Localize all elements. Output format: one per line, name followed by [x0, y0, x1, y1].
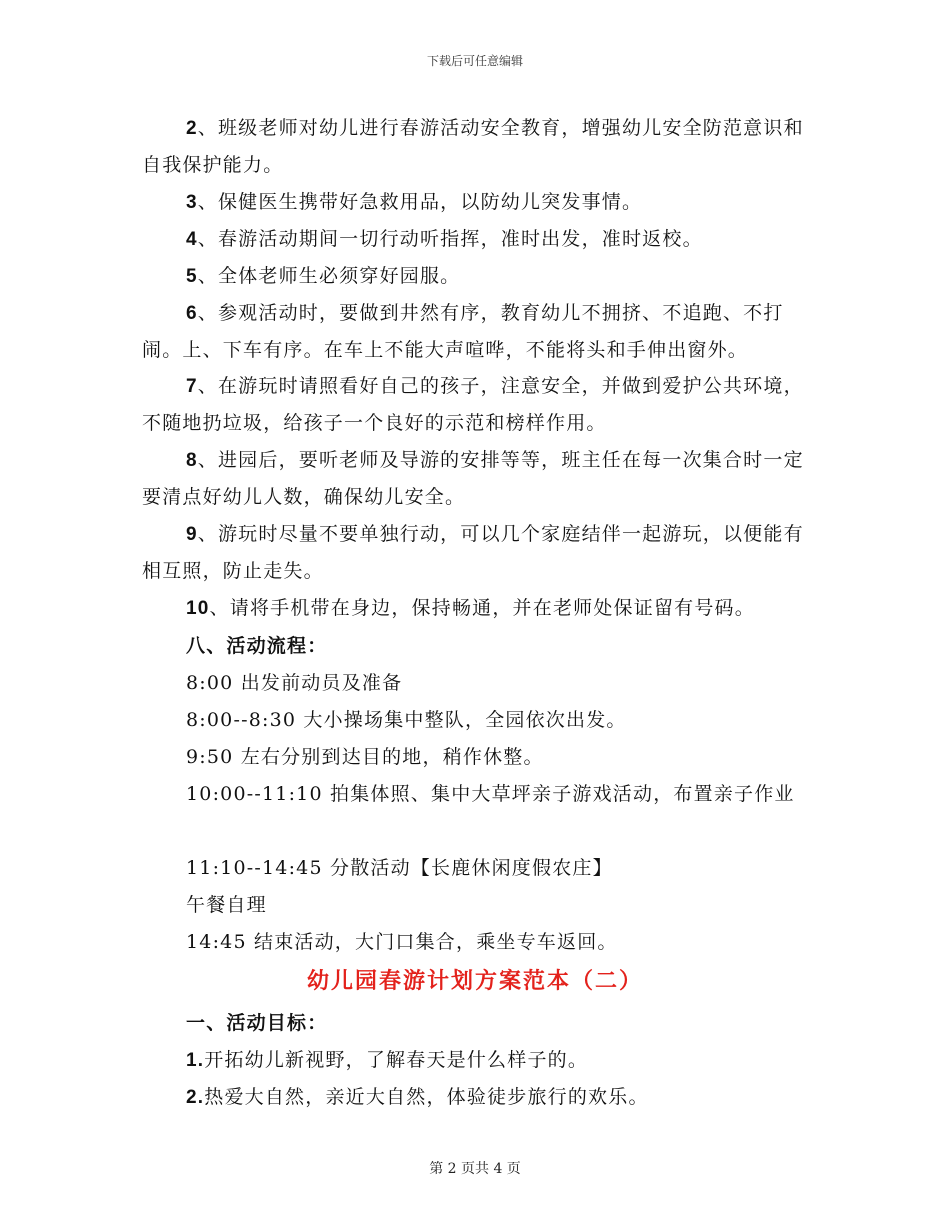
schedule-item: 8:00 出发前动员及准备 — [186, 672, 403, 694]
schedule-item: 14:45 结束活动，大门口集合，乘坐专车返回。 — [186, 931, 618, 953]
list-item: 8、进园后，要听老师及导游的安排等等，班主任在每一次集合时一定要清点好幼儿人数，确保幼儿安全。 — [142, 449, 804, 508]
section-heading: 一、活动目标： — [186, 1012, 328, 1034]
list-item: 6、参观活动时，要做到井然有序，教育幼儿不拥挤、不追跑、不打闹。上、下车有序。在车上不能大声喧哗，不能将头和手伸出窗外。 — [142, 302, 784, 361]
list-item: 7、在游玩时请照看好自己的孩子，注意安全，并做到爱护公共环境，不随地扔垃圾，给孩子一个良好的示范和榜样作用。 — [142, 375, 804, 434]
schedule-item: 10:00--11:10 拍集体照、集中大草坪亲子游戏活动，布置亲子作业 — [186, 783, 795, 805]
list-item: 3、保健医生携带好急救用品，以防幼儿突发事情。 — [186, 191, 643, 213]
page-footer: 第 2 页共 4 页 — [429, 1161, 521, 1177]
list-item: 5、全体老师生必须穿好园服。 — [186, 265, 461, 287]
schedule-item: 午餐自理 — [186, 894, 267, 916]
schedule-item: 9:50 左右分别到达目的地，稍作休整。 — [186, 746, 544, 768]
list-item: 9、游玩时尽量不要单独行动，可以几个家庭结伴一起游玩，以便能有相互照，防止走失。 — [142, 523, 804, 582]
schedule-item: 11:10--14:45 分散活动【长鹿休闲度假农庄】 — [186, 857, 613, 879]
list-item: 4、春游活动期间一切行动听指挥，准时出发，准时返校。 — [186, 228, 703, 250]
goal-item: 1.开拓幼儿新视野，了解春天是什么样子的。 — [186, 1049, 589, 1071]
goal-item: 2.热爱大自然，亲近大自然，体验徒步旅行的欢乐。 — [186, 1086, 649, 1108]
list-item: 2、班级老师对幼儿进行春游活动安全教育，增强幼儿安全防范意识和自我保护能力。 — [142, 117, 804, 176]
list-item: 10、请将手机带在身边，保持畅通，并在老师处保证留有号码。 — [186, 597, 755, 619]
section-heading: 八、活动流程： — [186, 635, 328, 657]
page-header: 下载后可任意编辑 — [426, 54, 523, 68]
section-title: 幼儿园春游计划方案范本（二） — [306, 968, 643, 994]
schedule-item: 8:00--8:30 大小操场集中整队，全园依次出发。 — [186, 709, 627, 731]
